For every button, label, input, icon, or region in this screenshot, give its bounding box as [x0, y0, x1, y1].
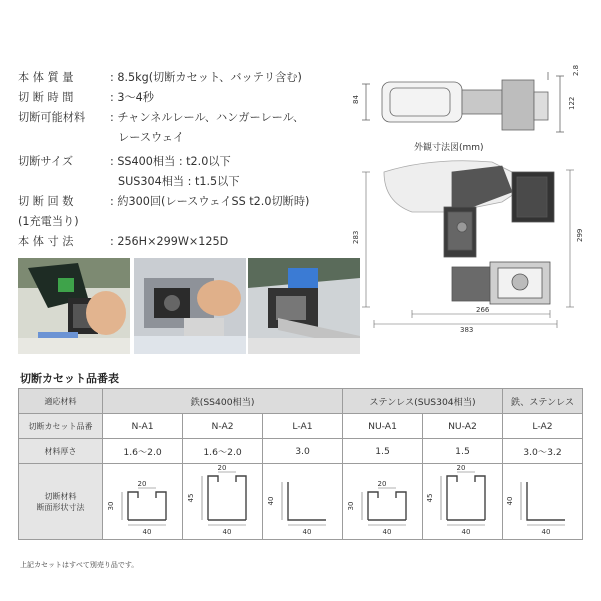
dim-top: 20 — [217, 464, 226, 472]
spec-value-cont: (1充電当り) — [18, 215, 79, 228]
shape-cell — [502, 464, 582, 540]
dim-top-b: 122 — [568, 96, 576, 110]
spec-label: 本 体 寸 法 — [18, 235, 74, 248]
dim-width: 40 — [382, 528, 391, 536]
drawing-caption: 外観寸法図(mm) — [414, 143, 484, 153]
spec-label: 切 断 回 数 — [18, 195, 74, 208]
shape-cell — [183, 464, 263, 540]
spec-label: 切 断 時 間 — [18, 91, 74, 104]
group-ss400: 鉄(SS400相当) — [103, 389, 343, 414]
dim-width: 40 — [462, 528, 471, 536]
photo-cassette-insertion — [134, 258, 246, 354]
spec-dims — [18, 232, 228, 252]
spec-weight — [18, 68, 302, 88]
header-material: 適応材料 — [19, 389, 103, 414]
spec-value: : チャンネルレール、ハンガーレール、 — [110, 111, 305, 124]
thickness-cell: 1.5 — [423, 439, 503, 464]
channel-section-icon — [423, 464, 501, 536]
top-view — [362, 72, 564, 132]
spec-value: : 3～4秒 — [110, 91, 154, 104]
angle-section-icon — [503, 464, 581, 536]
shape-cell — [263, 464, 343, 540]
dim-height: 30 — [106, 501, 115, 511]
spec-time — [18, 88, 154, 108]
header-part: 切断カセット品番 — [19, 414, 103, 439]
table-row — [19, 464, 583, 540]
dim-width: 40 — [542, 528, 551, 536]
footnote: 上記カセットはすべて別売り品です。 — [20, 561, 139, 569]
side-view — [384, 161, 554, 304]
header-shape — [19, 464, 103, 540]
spec-value-cont: レースウェイ — [118, 131, 185, 144]
group-sus304: ステンレス(SUS304相当) — [343, 389, 503, 414]
dim-height: 45 — [186, 493, 195, 503]
dim-height: 40 — [266, 496, 275, 506]
dim-width: 40 — [222, 528, 231, 536]
part-cell: L-A1 — [263, 414, 343, 439]
thickness-cell: 1.6～2.0 — [103, 439, 183, 464]
spec-value: : 約300回(レースウェイSS t2.0切断時) — [110, 195, 310, 208]
dim-top-c: 84 — [352, 95, 360, 104]
part-cell: NU-A2 — [423, 414, 503, 439]
part-cell: L-A2 — [502, 414, 582, 439]
dim-height: 45 — [426, 493, 435, 503]
dim-top: 20 — [137, 480, 147, 488]
spec-label: 切断可能材料 — [18, 111, 86, 124]
dim-width: 40 — [302, 528, 311, 536]
outline-drawing — [352, 62, 592, 332]
photo-rail-cutting — [248, 258, 360, 354]
thickness-cell: 1.6～2.0 — [183, 439, 263, 464]
spec-value: : 256H×299W×125D — [110, 235, 229, 248]
dim-height: 30 — [346, 501, 355, 511]
dim-side-b: 299 — [576, 228, 584, 242]
part-cell: N-A2 — [183, 414, 263, 439]
cassette-table — [18, 388, 583, 540]
table-row — [19, 389, 583, 414]
angle-section-icon — [264, 464, 342, 536]
table-title: 切断カセット品番表 — [20, 372, 119, 385]
spec-label: 切断サイズ — [18, 155, 74, 168]
spec-count — [18, 192, 309, 212]
header-shape-line1: 切断材料 — [44, 491, 77, 501]
dim-side-a: 283 — [352, 230, 360, 244]
channel-section-icon — [184, 464, 262, 536]
shape-cell — [103, 464, 183, 540]
shape-cell — [343, 464, 423, 540]
header-thickness: 材料厚さ — [19, 439, 103, 464]
dim-width: 40 — [142, 528, 152, 536]
group-both: 鉄、ステンレス — [502, 389, 582, 414]
spec-value: : 8.5kg(切断カセット、バッテリ含む) — [110, 71, 302, 84]
dim-top-a: 2.8 — [572, 64, 580, 76]
spec-materials — [18, 108, 304, 128]
dim-bottom-b: 383 — [460, 326, 474, 332]
dim-top: 20 — [457, 464, 466, 472]
shape-cell — [423, 464, 503, 540]
dim-bottom-a: 266 — [476, 306, 490, 314]
thickness-cell: 1.5 — [343, 439, 423, 464]
spec-value: : SS400相当 : t2.0以下 — [110, 155, 231, 168]
thickness-cell: 3.0 — [263, 439, 343, 464]
photo-hand-cutting — [18, 258, 130, 354]
header-shape-line2: 断面形状寸法 — [36, 502, 85, 512]
part-cell: NU-A1 — [343, 414, 423, 439]
spec-label: 本 体 質 量 — [18, 71, 74, 84]
table-row — [19, 439, 583, 464]
spec-size — [18, 152, 231, 172]
dim-top: 20 — [377, 480, 386, 488]
spec-value-cont: SUS304相当 : t1.5以下 — [118, 175, 240, 188]
channel-section-icon — [344, 464, 422, 536]
dim-height: 40 — [506, 496, 515, 506]
thickness-cell: 3.0～3.2 — [502, 439, 582, 464]
channel-section-icon — [104, 464, 182, 536]
part-cell: N-A1 — [103, 414, 183, 439]
table-row — [19, 414, 583, 439]
